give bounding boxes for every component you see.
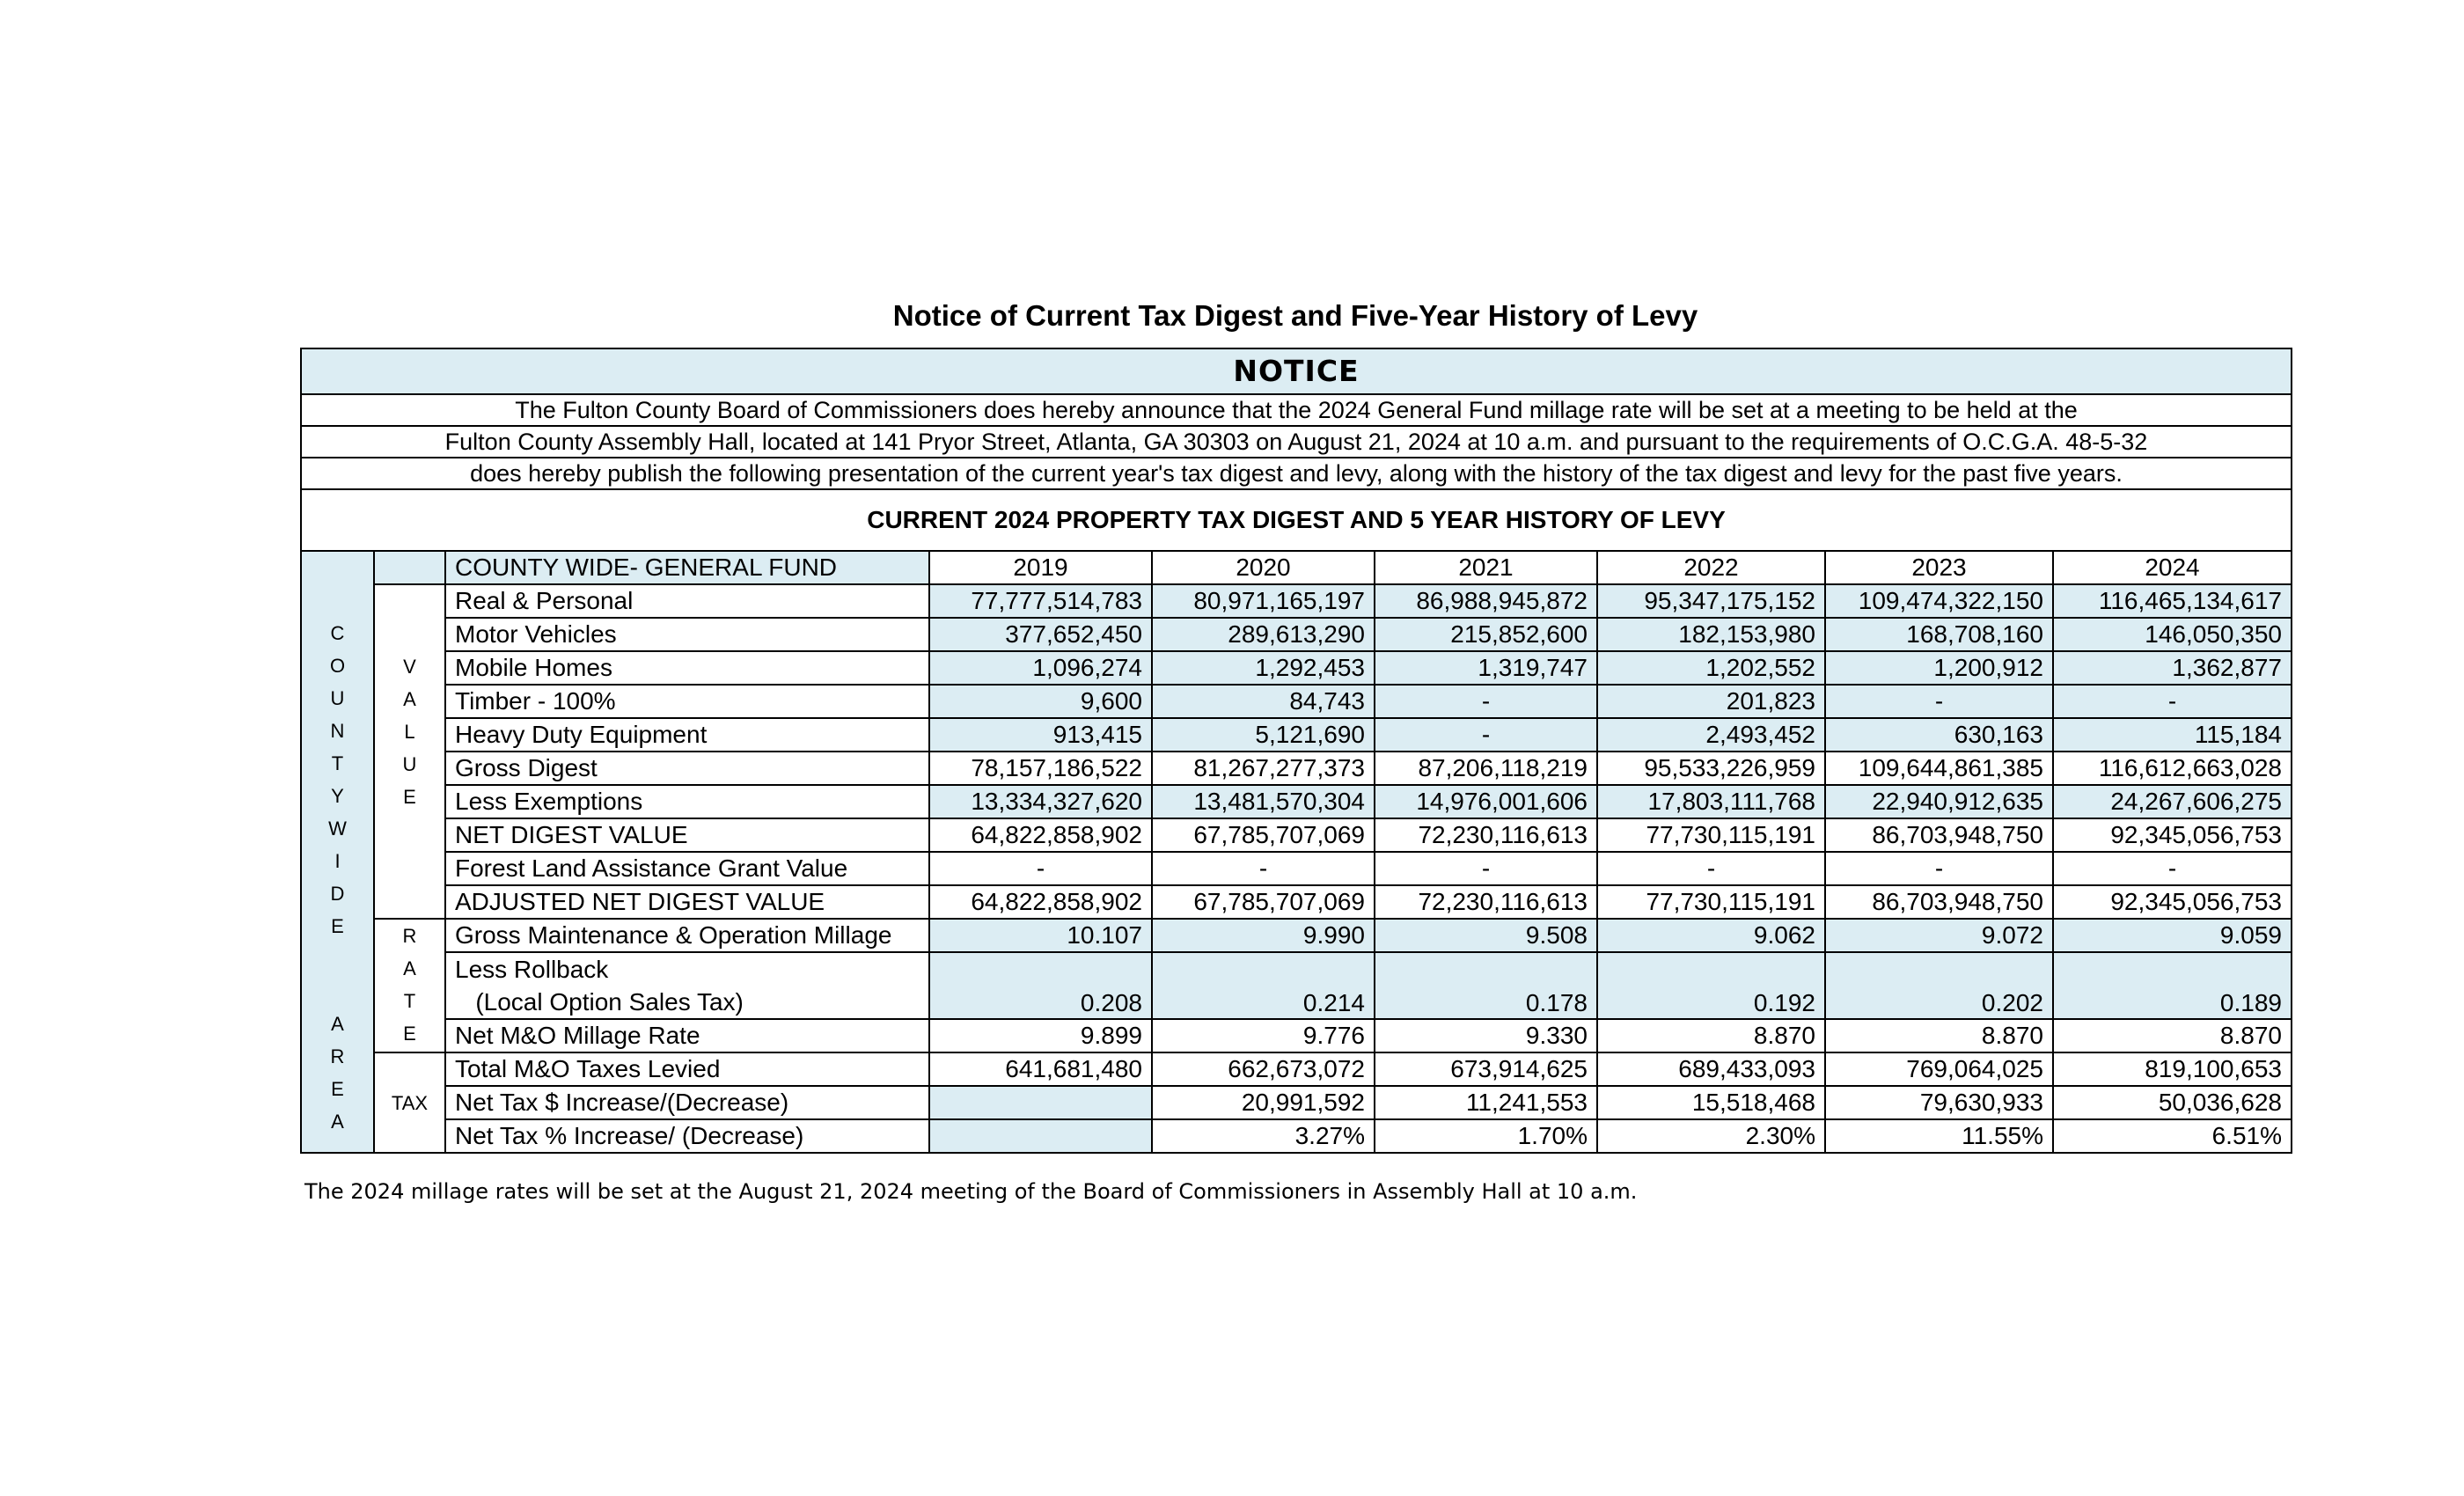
value-cell: 116,612,663,028	[2053, 752, 2292, 785]
value-cell: -	[2053, 685, 2292, 718]
value-cell: 3.27%	[1152, 1119, 1375, 1153]
table-row	[301, 952, 2292, 1019]
value-cell: 64,822,858,902	[929, 818, 1152, 852]
value-cell: 9.059	[2053, 919, 2292, 952]
value-cell: 95,533,226,959	[1597, 752, 1825, 785]
value-cell: -	[1375, 718, 1597, 752]
value-cell: -	[1375, 685, 1597, 718]
value-cell: 6.51%	[2053, 1119, 2292, 1153]
value-cell: -	[1152, 852, 1375, 885]
value-cell: -	[2053, 852, 2292, 885]
table-row	[301, 1052, 2292, 1086]
table-row	[301, 852, 2292, 885]
table-row	[301, 584, 2292, 618]
value-cell: 72,230,116,613	[1375, 818, 1597, 852]
value-cell: 913,415	[929, 718, 1152, 752]
value-cell: 81,267,277,373	[1152, 752, 1375, 785]
value-cell: 673,914,625	[1375, 1052, 1597, 1086]
value-cell: 50,036,628	[2053, 1086, 2292, 1119]
value-cell: 20,991,592	[1152, 1086, 1375, 1119]
value-cell: -	[1597, 852, 1825, 885]
value-cell: 17,803,111,768	[1597, 785, 1825, 818]
value-cell: 168,708,160	[1825, 618, 2053, 651]
value-cell: 289,613,290	[1152, 618, 1375, 651]
table-row	[301, 919, 2292, 952]
value-cell: 77,777,514,783	[929, 584, 1152, 618]
tax-side-label: TAX	[374, 1052, 445, 1153]
value-cell: 86,988,945,872	[1375, 584, 1597, 618]
table-row	[301, 752, 2292, 785]
value-cell: 182,153,980	[1597, 618, 1825, 651]
year-header: 2021	[1375, 551, 1597, 584]
value-cell: 662,673,072	[1152, 1052, 1375, 1086]
row-label: Heavy Duty Equipment	[445, 718, 929, 752]
value-cell: 92,345,056,753	[2053, 818, 2292, 852]
value-cell: 84,743	[1152, 685, 1375, 718]
value-cell: 64,822,858,902	[929, 885, 1152, 919]
value-cell: 9.062	[1597, 919, 1825, 952]
year-header: 2020	[1152, 551, 1375, 584]
value-cell: 72,230,116,613	[1375, 885, 1597, 919]
value-cell: 1,200,912	[1825, 651, 2053, 685]
value-cell: 9.072	[1825, 919, 2053, 952]
row-label: Gross Maintenance & Operation Millage	[445, 919, 929, 952]
value-cell: 377,652,450	[929, 618, 1152, 651]
table-row	[301, 618, 2292, 651]
table-heading: CURRENT 2024 PROPERTY TAX DIGEST AND 5 YEAR HISTORY OF LEVY	[301, 489, 2292, 551]
row-label: Net M&O Millage Rate	[445, 1019, 929, 1052]
row-label: Total M&O Taxes Levied	[445, 1052, 929, 1086]
value-cell: 9.776	[1152, 1019, 1375, 1052]
fund-label: COUNTY WIDE- GENERAL FUND	[445, 551, 929, 584]
value-cell: -	[929, 852, 1152, 885]
value-cell: 146,050,350	[2053, 618, 2292, 651]
row-label: Mobile Homes	[445, 651, 929, 685]
notice-line-2: Fulton County Assembly Hall, located at 141 Pryor Street, Atlanta, GA 30303 on August 21, 2024 at 10 a.m. and pursuant to the requirements of O.C.G.A. 48-5-32	[301, 426, 2292, 458]
table-row	[301, 651, 2292, 685]
value-cell: 1,202,552	[1597, 651, 1825, 685]
row-label: Motor Vehicles	[445, 618, 929, 651]
value-cell: 10.107	[929, 919, 1152, 952]
table-row	[301, 885, 2292, 919]
value-cell: 1,292,453	[1152, 651, 1375, 685]
header-row	[301, 551, 2292, 584]
value-cell: 1,096,274	[929, 651, 1152, 685]
value-cell: 0.202	[1825, 952, 2053, 1019]
tax-digest-table	[300, 348, 2292, 1154]
row-label: Timber - 100%	[445, 685, 929, 718]
year-header: 2024	[2053, 551, 2292, 584]
value-cell: 1.70%	[1375, 1119, 1597, 1153]
value-cell: 9.899	[929, 1019, 1152, 1052]
value-cell: 769,064,025	[1825, 1052, 2053, 1086]
table-row	[301, 1086, 2292, 1119]
value-cell: -	[1375, 852, 1597, 885]
notice-heading: NOTICE	[301, 348, 2292, 394]
value-cell	[929, 1086, 1152, 1119]
table-row	[301, 1019, 2292, 1052]
row-label-line-2: (Local Option Sales Tax)	[455, 988, 744, 1016]
value-cell: 8.870	[1825, 1019, 2053, 1052]
value-cell: 0.178	[1375, 952, 1597, 1019]
value-cell: 2,493,452	[1597, 718, 1825, 752]
value-cell: 1,319,747	[1375, 651, 1597, 685]
rate-side-label: R A T E	[374, 919, 445, 1052]
value-cell: 9.508	[1375, 919, 1597, 952]
table-row	[301, 818, 2292, 852]
table-row	[301, 685, 2292, 718]
value-side-label: V A L U E	[374, 584, 445, 919]
table-row	[301, 1119, 2292, 1153]
value-cell: 11.55%	[1825, 1119, 2053, 1153]
year-header: 2022	[1597, 551, 1825, 584]
value-cell: 1,362,877	[2053, 651, 2292, 685]
value-cell: 77,730,115,191	[1597, 885, 1825, 919]
value-cell: 641,681,480	[929, 1052, 1152, 1086]
value-cell: 9,600	[929, 685, 1152, 718]
value-cell: 92,345,056,753	[2053, 885, 2292, 919]
value-cell: 215,852,600	[1375, 618, 1597, 651]
footnote: The 2024 millage rates will be set at the August 21, 2024 meeting of the Board of Commissioners in Assembly Hall at 10 a.m.	[304, 1179, 1638, 1204]
value-cell: 77,730,115,191	[1597, 818, 1825, 852]
value-cell: 109,644,861,385	[1825, 752, 2053, 785]
value-cell: 9.990	[1152, 919, 1375, 952]
county-wide-area-side-label: C O U N T Y W I D E A R E A	[301, 551, 374, 1153]
value-cell: 13,481,570,304	[1152, 785, 1375, 818]
row-label: Real & Personal	[445, 584, 929, 618]
table-row	[301, 718, 2292, 752]
value-cell: 86,703,948,750	[1825, 885, 2053, 919]
value-cell: 201,823	[1597, 685, 1825, 718]
row-label: ADJUSTED NET DIGEST VALUE	[445, 885, 929, 919]
value-cell: 13,334,327,620	[929, 785, 1152, 818]
value-cell	[929, 1119, 1152, 1153]
value-cell: 67,785,707,069	[1152, 818, 1375, 852]
row-label: NET DIGEST VALUE	[445, 818, 929, 852]
value-cell: 8.870	[1597, 1019, 1825, 1052]
value-cell: 80,971,165,197	[1152, 584, 1375, 618]
row-label	[445, 952, 929, 1019]
value-cell: 8.870	[2053, 1019, 2292, 1052]
value-cell: 115,184	[2053, 718, 2292, 752]
value-cell: 79,630,933	[1825, 1086, 2053, 1119]
value-cell: 14,976,001,606	[1375, 785, 1597, 818]
value-cell: 9.330	[1375, 1019, 1597, 1052]
table-row	[301, 785, 2292, 818]
value-cell: 86,703,948,750	[1825, 818, 2053, 852]
value-cell: 87,206,118,219	[1375, 752, 1597, 785]
row-label: Net Tax % Increase/ (Decrease)	[445, 1119, 929, 1153]
row-label: Net Tax $ Increase/(Decrease)	[445, 1086, 929, 1119]
value-cell: 78,157,186,522	[929, 752, 1152, 785]
value-cell: 22,940,912,635	[1825, 785, 2053, 818]
value-cell: 67,785,707,069	[1152, 885, 1375, 919]
value-cell: -	[1825, 685, 2053, 718]
value-cell: 819,100,653	[2053, 1052, 2292, 1086]
value-cell: 24,267,606,275	[2053, 785, 2292, 818]
row-label: Less Exemptions	[445, 785, 929, 818]
value-cell: 5,121,690	[1152, 718, 1375, 752]
value-cell: 0.192	[1597, 952, 1825, 1019]
document-title: Notice of Current Tax Digest and Five-Year History of Levy	[892, 299, 1698, 332]
notice-line-1: The Fulton County Board of Commissioners does hereby announce that the 2024 General Fund millage rate will be set at a meeting to be held at the	[301, 394, 2292, 426]
notice-line-3: does hereby publish the following presentation of the current year's tax digest and levy, along with the history of the tax digest and levy for the past five years.	[301, 458, 2292, 489]
value-cell: 630,163	[1825, 718, 2053, 752]
value-cell: 689,433,093	[1597, 1052, 1825, 1086]
value-cell: 95,347,175,152	[1597, 584, 1825, 618]
value-cell: 2.30%	[1597, 1119, 1825, 1153]
value-cell: 116,465,134,617	[2053, 584, 2292, 618]
value-cell: -	[1825, 852, 2053, 885]
row-label: Forest Land Assistance Grant Value	[445, 852, 929, 885]
value-cell: 0.208	[929, 952, 1152, 1019]
value-cell: 109,474,322,150	[1825, 584, 2053, 618]
year-header: 2019	[929, 551, 1152, 584]
value-cell: 15,518,468	[1597, 1086, 1825, 1119]
row-label: Gross Digest	[445, 752, 929, 785]
value-cell: 11,241,553	[1375, 1086, 1597, 1119]
year-header: 2023	[1825, 551, 2053, 584]
row-label-line-1: Less Rollback	[455, 956, 609, 983]
value-cell: 0.189	[2053, 952, 2292, 1019]
value-cell: 0.214	[1152, 952, 1375, 1019]
